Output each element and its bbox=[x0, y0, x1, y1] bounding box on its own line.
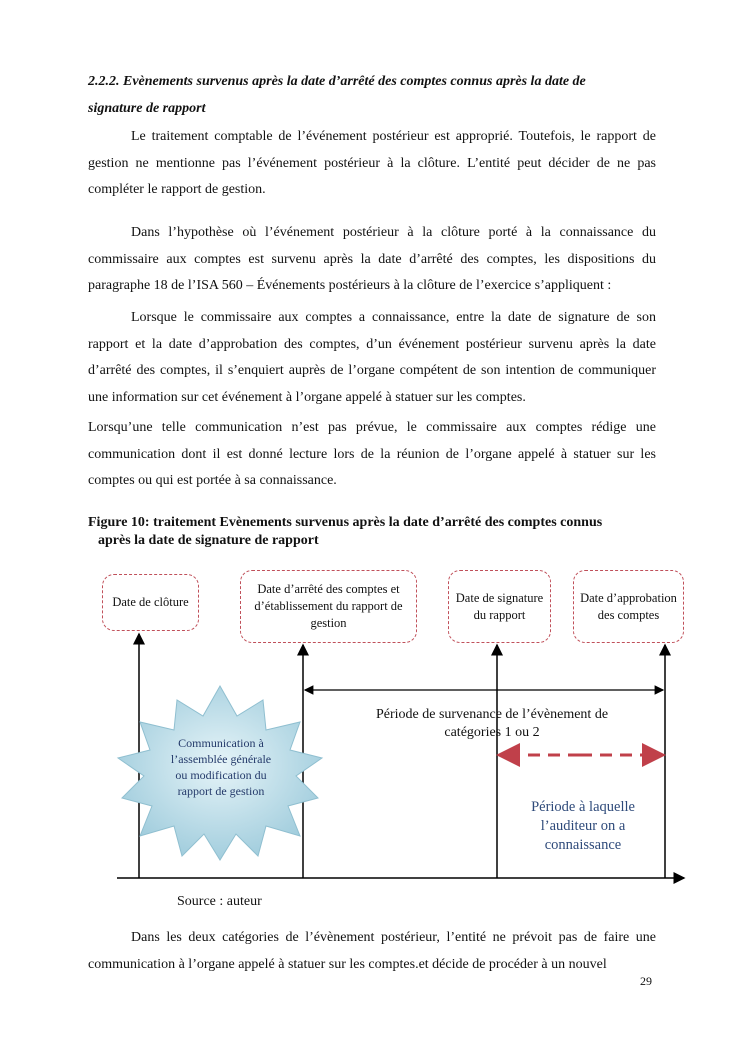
paragraph-1: Le traitement comptable de l’événement postérieur est approprié. Toutefois, le rapport de gestion ne mentionne pas l’événement postérieur à la clôture. L’entité peut décider de ne pas compléter le rapport de gestion. bbox=[88, 129, 656, 197]
paragraph-4: Lorsqu’une telle communication n’est pas prévue, le commissaire aux comptes rédige une communication dont il est donné lecture lors de la réunion de l’organe appelé à statuer sur les comptes ou qui est portée à sa connaissance. bbox=[88, 420, 656, 488]
heading-line-2: signature de rapport bbox=[88, 101, 206, 116]
paragraph-2: Dans l’hypothèse où l’événement postérieur à la clôture porté à la connaissance du commissaire aux comptes est survenu après la date d’arrêté des comptes, les dispositions du paragraphe 18 de l’ISA 560 – Événements postérieurs à la clôture de l’exercice s’appliquent : bbox=[88, 225, 656, 293]
box-signature-date: Date de signature du rapport bbox=[448, 570, 551, 643]
figure-source: Source : auteur bbox=[177, 894, 262, 909]
caption-line-2: après la date de signature de rapport bbox=[98, 533, 319, 548]
closing-paragraph: Dans les deux catégories de l’évènement postérieur, l’entité ne prévoit pas de faire une communication à l’organe appelé à statuer sur les comptes.et décide de procéder à un nouvel bbox=[88, 930, 656, 972]
box-closing-date: Date de clôture bbox=[102, 574, 199, 631]
caption-line-1: Figure 10: traitement Evènements survenus après la date d’arrêté des comptes connus bbox=[88, 515, 603, 530]
paragraph-3: Lorsque le commissaire aux comptes a connaissance, entre la date de signature de son rapport et la date d’approbation des comptes, d’un événement postérieur survenu après la date d’arrêté des comptes, il s’enquiert auprès de l’organe compétent de son intention de communiquer une information sur cet événement à l’organe appelé à statuer sur les comptes. bbox=[88, 310, 656, 405]
heading-line-1: 2.2.2. Evènements survenus après la date d’arrêté des comptes connus après la date de bbox=[88, 74, 586, 89]
box-approval-date: Date d’approbation des comptes bbox=[573, 570, 684, 643]
starburst-text: Communication à l’assemblée générale ou modification du rapport de gestion bbox=[170, 736, 272, 798]
occurrence-period-label: Période de survenance de l’évènement de catégories 1 ou 2 bbox=[375, 707, 609, 740]
auditor-period-label: Période à laquelle l’auditeur on a connaissance bbox=[531, 799, 635, 853]
box-arrete-date: Date d’arrêté des comptes et d’établissement du rapport de gestion bbox=[240, 570, 417, 643]
page-number: 29 bbox=[640, 974, 652, 988]
